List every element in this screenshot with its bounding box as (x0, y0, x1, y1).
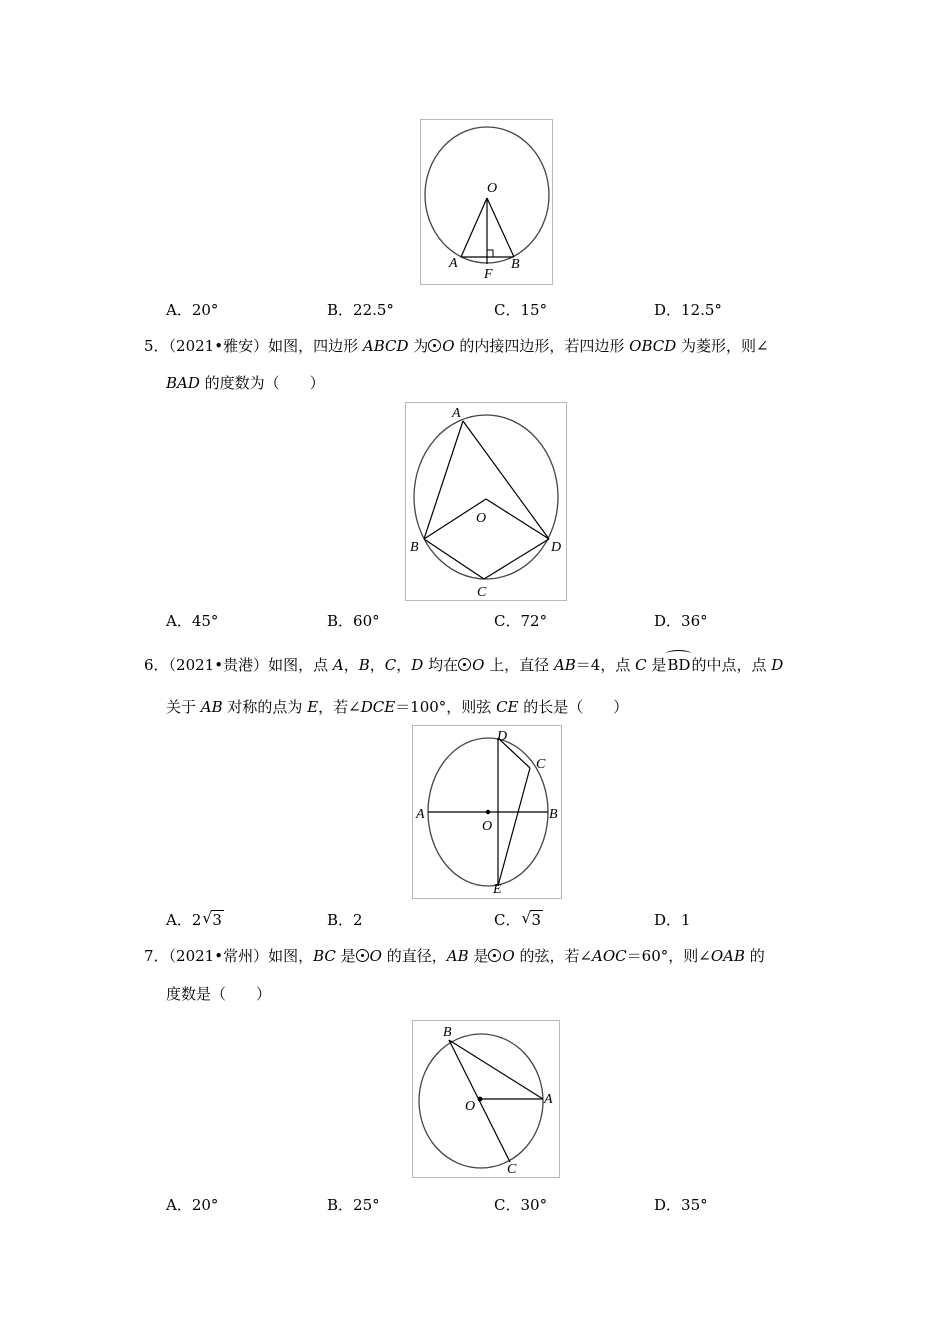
arc-bd: BD (667, 656, 691, 674)
circle-dot-icon (458, 658, 471, 671)
q4-option-d[interactable]: D．12.5° (654, 301, 722, 319)
q5-label-b: B (410, 540, 419, 555)
q6-label-o: O (482, 819, 493, 834)
q5-options (0, 610, 950, 632)
q6-stem-line1: 6．（2021•贵港）如图，点 A，B，C，D 均在 O 上，直径 AB＝4，点 C 是BD的中点，点 D (144, 656, 784, 674)
q7-figure (412, 1020, 560, 1178)
sqrt-icon: √ 3 (202, 909, 222, 929)
q4-label-o: O (487, 181, 498, 196)
q4-label-f: F (484, 267, 493, 282)
q4-label-a: A (449, 256, 458, 271)
q7-option-a[interactable]: A．20° (166, 1196, 219, 1214)
q6-label-e: E (493, 882, 502, 897)
q6-label-c: C (536, 757, 546, 772)
q5-option-b[interactable]: B．60° (327, 612, 380, 630)
circle-dot-icon (488, 949, 501, 962)
q5-label-a: A (452, 406, 461, 421)
q4-option-c[interactable]: C．15° (494, 301, 548, 319)
sqrt-icon: √ 3 (521, 909, 542, 929)
q4-option-a[interactable]: A．20° (166, 301, 219, 319)
q4-figure (420, 119, 553, 285)
q5-label-c: C (477, 585, 487, 600)
q5-label-d: D (551, 540, 562, 555)
q7-option-b[interactable]: B．25° (327, 1196, 380, 1214)
q5-stem-line1: 5．（2021•雅安）如图，四边形 ABCD 为 O 的内接四边形，若四边形 OBCD 为菱形，则∠ (144, 337, 769, 355)
q7-label-a: A (544, 1092, 553, 1107)
q7-stem-line1: 7．（2021•常州）如图，BC 是 O 的直径，AB 是 O 的弦，若∠AOC＝60°，则∠OAB 的 (144, 947, 765, 965)
q6-options (0, 909, 950, 931)
q4-options (0, 299, 950, 321)
q5-option-c[interactable]: C．72° (494, 612, 548, 630)
q6-label-b: B (549, 807, 558, 822)
q7-label-b: B (443, 1025, 452, 1040)
q5-option-d[interactable]: D．36° (654, 612, 708, 630)
q5-label-o: O (476, 511, 487, 526)
circle-dot-icon (428, 339, 441, 352)
q6-label-d: D (497, 729, 508, 744)
q6-label-a: A (416, 807, 425, 822)
q6-option-c[interactable]: C． √ 3 (494, 909, 542, 929)
q7-stem-line2: 度数是（ ） (166, 985, 272, 1003)
q6-option-a[interactable]: A．2 √ 3 (166, 909, 222, 929)
q6-figure (412, 725, 562, 899)
q6-stem-line2: 关于 AB 对称的点为 E，若∠DCE＝100°，则弦 CE 的长是（ ） (166, 698, 629, 716)
q4-label-b: B (511, 257, 520, 272)
q5-stem-line2: BAD 的度数为（ ） (166, 374, 325, 392)
q7-label-o: O (465, 1099, 476, 1114)
q5-option-a[interactable]: A．45° (166, 612, 219, 630)
q5-figure (405, 402, 567, 601)
q7-options (0, 1194, 950, 1216)
q7-option-c[interactable]: C．30° (494, 1196, 548, 1214)
q7-label-c: C (507, 1162, 517, 1177)
q6-option-b[interactable]: B．2 (327, 911, 363, 929)
q7-option-d[interactable]: D．35° (654, 1196, 708, 1214)
q6-option-d[interactable]: D．1 (654, 911, 691, 929)
circle-dot-icon (356, 949, 369, 962)
q4-option-b[interactable]: B．22.5° (327, 301, 394, 319)
